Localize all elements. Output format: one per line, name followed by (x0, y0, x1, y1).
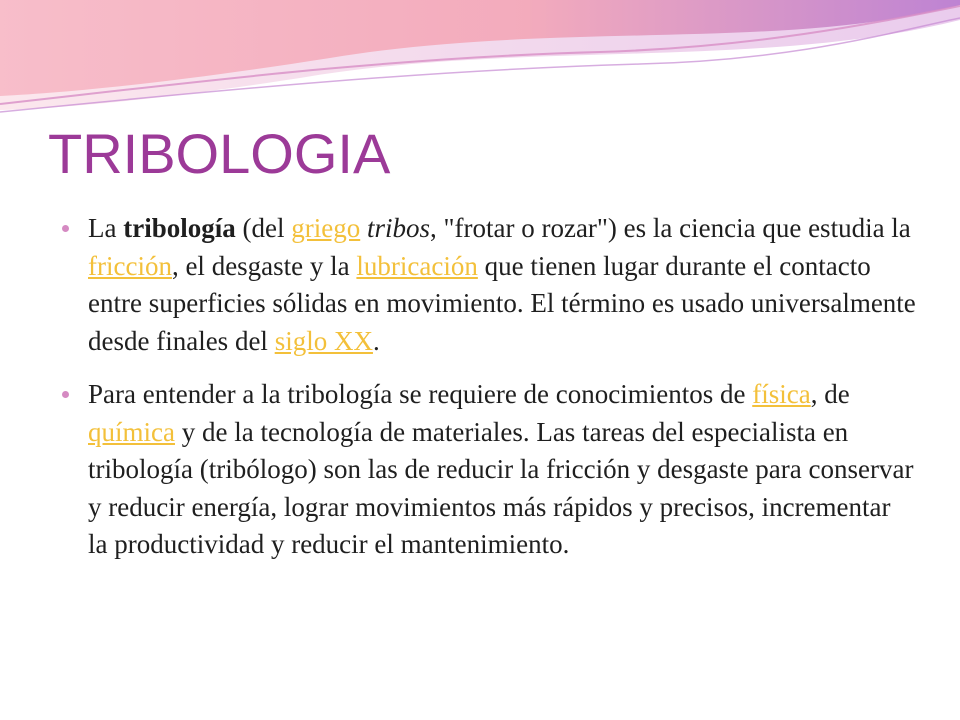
text-run (360, 213, 367, 243)
bullet-dot-icon (62, 225, 69, 232)
bullet-dot-icon (62, 391, 69, 398)
bullet-item-study (56, 376, 916, 564)
link-fisica[interactable]: física (752, 379, 811, 409)
text-run: . (372, 325, 380, 356)
slide-title: TRIBOLOGIA (48, 122, 391, 185)
text-run: (del (235, 213, 292, 243)
text-run: , de (810, 379, 850, 409)
link-friccion[interactable]: fricción (88, 250, 172, 281)
text-run: , el desgaste y la (171, 250, 357, 281)
bullet-text-study (88, 376, 916, 564)
bullet-list (56, 210, 916, 580)
text-run: , "frotar o rozar") es la ciencia que estudia la (429, 213, 911, 243)
link-siglo-xx[interactable]: siglo XX (274, 325, 373, 356)
link-griego[interactable]: griego (291, 213, 361, 243)
term-tribos: tribos (366, 213, 430, 243)
text-run: La (88, 213, 124, 243)
bullet-item-definition (56, 210, 916, 360)
bullet-text-definition (88, 210, 916, 360)
text-run: y de la tecnología de materiales. Las tareas del especialista en tribología (tribólogo) son las de reducir la fricción y desgaste para conservar y reducir energía, lograr movimientos más rápidos y precisos, incrementar la productividad y reducir el mantenimiento. (88, 416, 914, 559)
link-quimica[interactable]: química (88, 416, 175, 447)
header-swoosh-decoration (0, 0, 960, 130)
term-tribologia: tribología (123, 213, 236, 243)
link-lubricacion[interactable]: lubricación (356, 250, 478, 281)
text-run: que tienen lugar durante el contacto entre superficies sólidas en movimiento. El término es usado universalmente desde finales del (88, 250, 916, 356)
text-run: Para entender a la tribología se requiere de conocimientos de (88, 379, 753, 409)
